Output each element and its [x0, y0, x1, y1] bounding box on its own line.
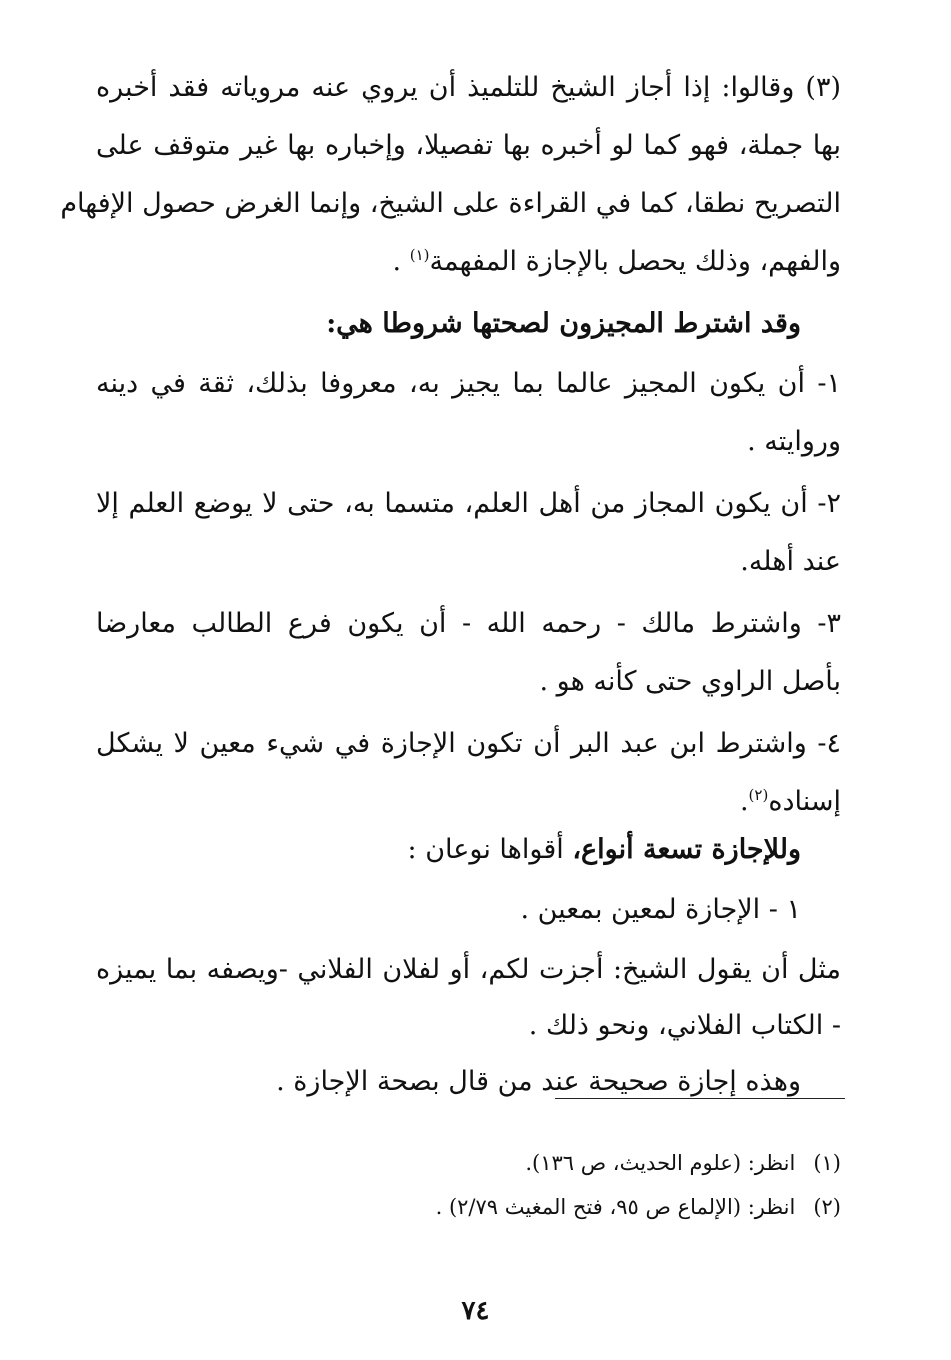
footnote-1-text: انظر: (علوم الحديث، ص ١٣٦). [525, 1151, 796, 1175]
paragraph-3-line-3: التصريح نطقا، كما في القراءة على الشيخ، وإنما الغرض حصول الإفهام [60, 188, 841, 219]
footnote-ref-1: (١) [409, 246, 430, 264]
paragraph-3-line-4-end: . [392, 246, 410, 277]
condition-3-line-1: ٣- واشترط مالك - رحمه الله - أن يكون فرع الطالب معارضا [96, 608, 841, 639]
condition-2-line-2: عند أهله. [740, 546, 841, 577]
footnote-1 [96, 1148, 841, 1178]
condition-3-line-2: بأصل الراوي حتى كأنه هو . [539, 666, 841, 697]
types-heading-bold: وللإجازة تسعة أنواع، [572, 834, 801, 865]
types-heading [96, 830, 801, 870]
condition-4-line-1: ٤- واشترط ابن عبد البر أن تكون الإجازة في شيء معين لا يشكل [96, 728, 841, 759]
footnote-1-number: (١) [813, 1151, 841, 1175]
condition-1-line-1: ١- أن يكون المجيز عالما بما يجيز به، معروفا بذلك، ثقة في دينه [96, 368, 841, 399]
condition-4-line-2 [96, 782, 841, 822]
condition-2-line-1: ٢- أن يكون المجاز من أهل العلم، متسما به، حتى لا يوضع العلم إلا [96, 488, 841, 519]
footnote-separator [555, 1098, 845, 1099]
footnote-2-number: (٢) [813, 1195, 841, 1219]
paragraph-3-line-2: بها جملة، فهو كما لو أخبره بها تفصيلا، وإخباره بها غير متوقف على [96, 130, 841, 161]
paragraph-3-line-1: (٣) وقالوا: إذا أجاز الشيخ للتلميذ أن يروي عنه مروياته فقد أخبره [96, 72, 841, 103]
paragraph-3-line-4 [96, 242, 841, 282]
condition-4-line-2-text: إسناده [768, 786, 841, 817]
types-heading-rest: أقواها نوعان : [407, 834, 573, 865]
footnote-2 [96, 1192, 841, 1222]
condition-4-line-2-end: . [739, 786, 749, 817]
example-line-2: - الكتاب الفلاني، ونحو ذلك . [528, 1010, 841, 1041]
condition-1-line-2: وروايته . [747, 426, 841, 457]
footnote-2-text: انظر: (الإلماع ص ٩٥، فتح المغيث ٢/٧٩) . [435, 1195, 796, 1219]
conditions-heading: وقد اشترط المجيزون لصحتها شروطا هي: [326, 308, 801, 339]
footnote-ref-2: (٢) [748, 786, 769, 804]
example-line-1: مثل أن يقول الشيخ: أجزت لكم، أو لفلان الفلاني -ويصفه بما يميزه [96, 954, 841, 985]
paragraph-3-line-4-text: والفهم، وذلك يحصل بالإجازة المفهمة [429, 246, 841, 277]
page-number: ٧٤ [461, 1296, 490, 1326]
validity-line: وهذه إجازة صحيحة عند من قال بصحة الإجازة . [276, 1066, 801, 1097]
type-1: ١ - الإجازة لمعين بمعين . [520, 894, 801, 925]
